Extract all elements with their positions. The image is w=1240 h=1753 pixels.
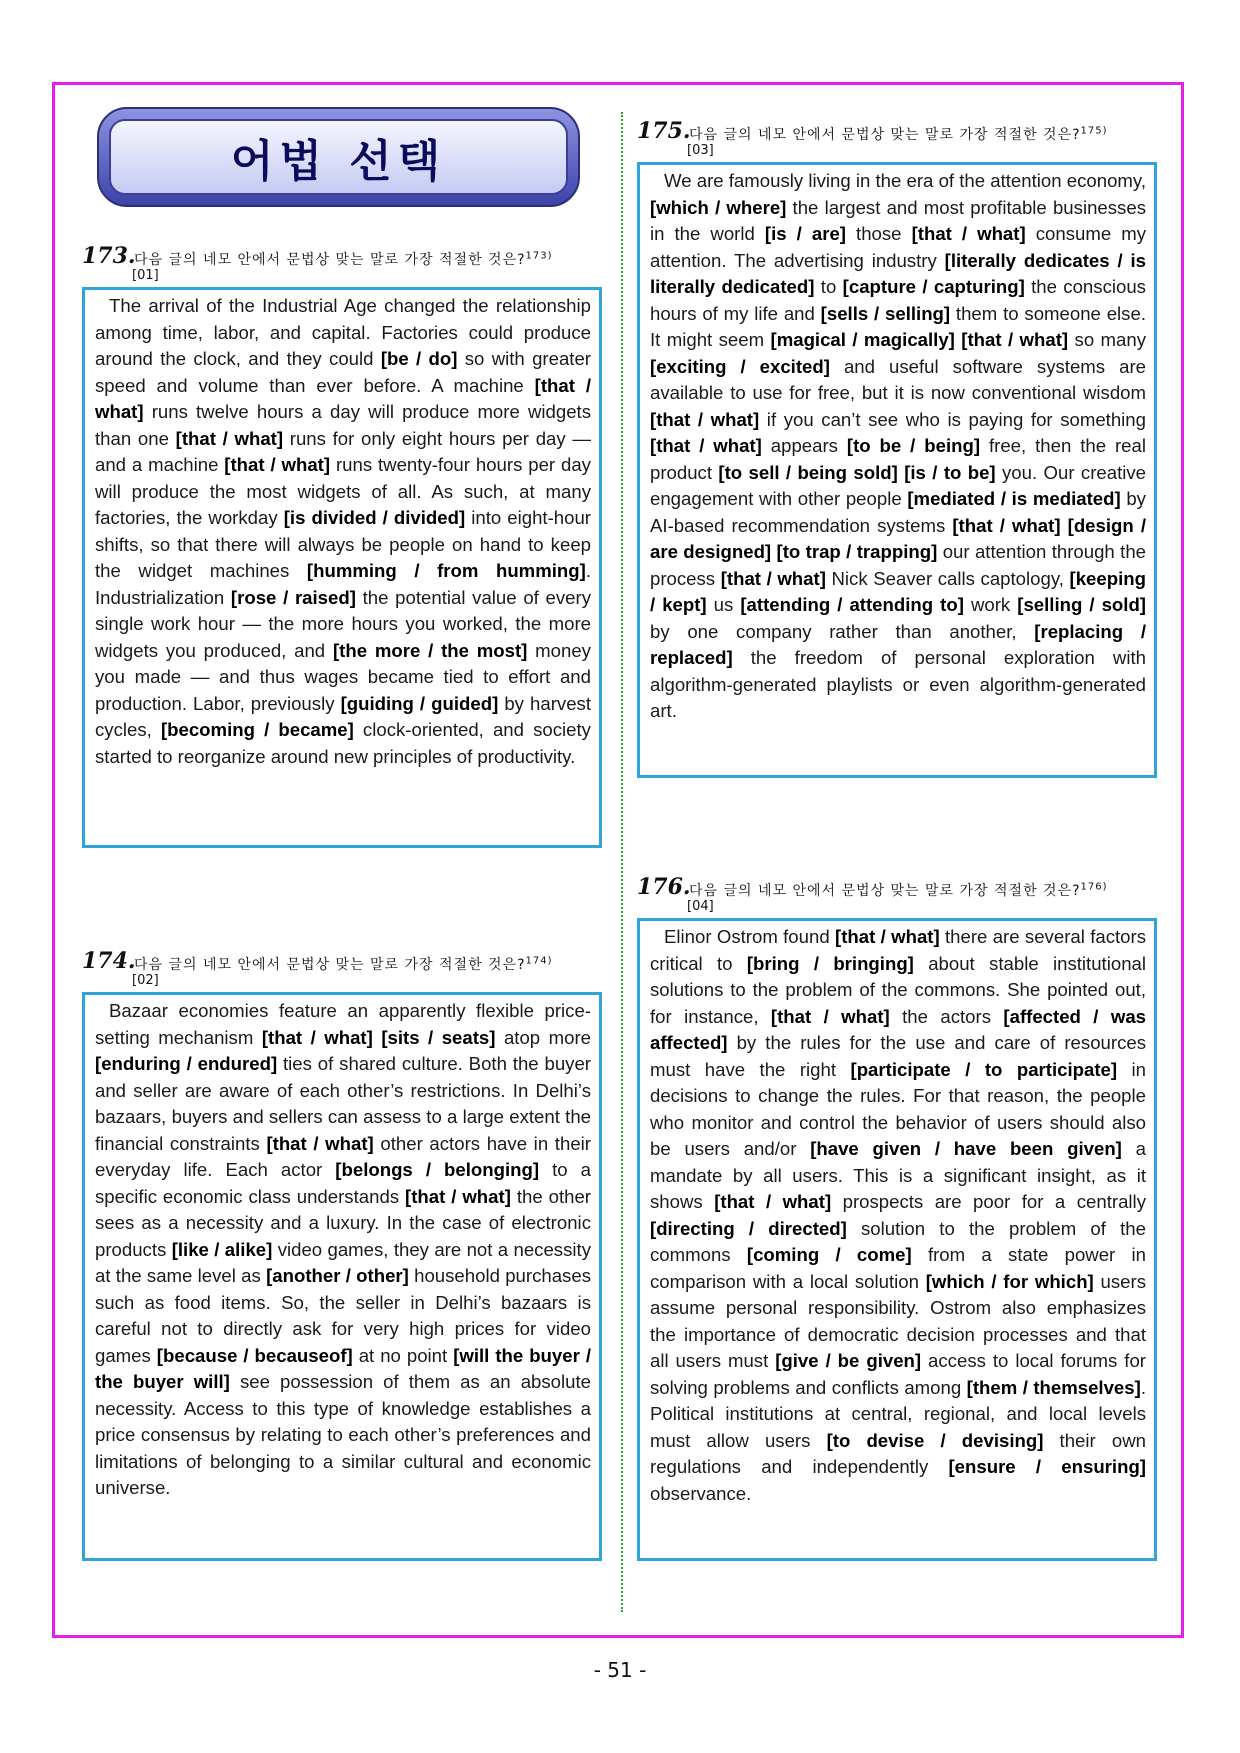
question-prompt (134, 954, 553, 974)
grammar-choice: [is / are] (764, 223, 846, 244)
grammar-choice: [that / what] (224, 454, 331, 475)
grammar-choice: [sits / seats] (381, 1026, 496, 1048)
passage-text: there are several factors critical to (650, 926, 1146, 974)
question-code: [02] (132, 973, 159, 988)
grammar-choice: [that / what] (952, 514, 1061, 536)
grammar-choice: [is / to be] (904, 461, 996, 483)
grammar-choice: [to be / being] (846, 435, 981, 456)
grammar-choice: [selling / sold] (1017, 594, 1146, 615)
question-prompt (134, 249, 553, 269)
passage-text: prospects are poor for a centrally (831, 1191, 1146, 1212)
passage-text: money you made — and thus wages became tied to effort and production. Labor, previously (95, 639, 591, 714)
passage-text: those (845, 223, 912, 244)
grammar-choice: [them / themselves] (966, 1376, 1141, 1398)
passage-text: runs twenty-four hours per day will produce the most widgets of all. As such, at many factories, the workday (95, 454, 591, 528)
passage-text: the largest and most profitable businesses in the world (650, 196, 1146, 244)
grammar-choice: [will the buyer / the buyer will] (95, 1344, 591, 1392)
question-code: [01] (132, 268, 159, 283)
grammar-choice: [that / what] (95, 374, 592, 422)
passage-text: to a specific economic class understands (95, 1159, 591, 1207)
passage-text: the freedom of personal exploration with algorithm-generated playlists or even algorithm-generated art. (650, 647, 1146, 721)
grammar-choice: [that / what] (714, 1191, 832, 1212)
passage-text: them to someone else. It might seem (650, 302, 1146, 350)
grammar-choice: [guiding / guided] (340, 692, 499, 714)
grammar-choice: [capture / capturing] (842, 276, 1025, 297)
grammar-choice: [replacing / replaced] (650, 620, 1146, 668)
grammar-choice: [literally dedicates / is literally dedicated] (650, 249, 1147, 297)
passage-text: by one company rather than another, (650, 620, 1035, 642)
question-number: 176. (637, 874, 691, 900)
passage-text: in decisions to change the rules. For that reason, the people who monitor and control the behavior of users should also be users and/or (650, 1058, 1146, 1159)
grammar-choice: [which / for which] (925, 1270, 1094, 1292)
passage-box (637, 918, 1157, 1561)
question-prompt-text: 다음 글의 네모 안에서 문법상 맞는 말로 가장 적절한 것은? (689, 127, 1081, 143)
grammar-choice: [because / becauseof] (156, 1344, 353, 1366)
passage-text: at no point (352, 1344, 454, 1366)
grammar-choice: [exciting / excited] (650, 355, 830, 377)
grammar-choice: [that / what] (266, 1132, 374, 1154)
passage-text: a mandate by all users. This is a significant insight, as it shows (650, 1138, 1146, 1212)
passage-text: ties of shared culture. Both the buyer and seller are aware of each other’s restrictions. In Delhi’s bazaars, buyers and sellers can assess to a large extent the financial constraints (95, 1053, 591, 1154)
question-header (82, 243, 602, 287)
grammar-choice: [humming / from humming] (306, 560, 586, 581)
passage-text: by AI-based recommendation systems (650, 488, 1146, 536)
grammar-choice: [mediated / is mediated] (907, 488, 1121, 509)
question-number: 175. (637, 118, 691, 144)
passage-text: into eight-hour shifts, so that there will always be people on hand to keep the widget machines (95, 507, 591, 581)
grammar-choice: [that / what] (961, 329, 1069, 350)
passage-text: the potential value of every single work hour — the more hours you worked, the more widgets you produced, and (95, 586, 591, 661)
grammar-choice: [give / be given] (775, 1350, 922, 1371)
passage-text (1061, 515, 1068, 536)
grammar-choice: [that / what] (911, 223, 1026, 244)
passage-text: and useful software systems are available to use for free, but it is now conventional wisdom (650, 355, 1146, 403)
question-number: 174. (82, 948, 136, 974)
passage-text: household purchases such as food items. So, the seller in Delhi’s bazaars is careful not to directly ask for very high prices for video games (95, 1265, 591, 1366)
grammar-choice: [keeping / kept] (650, 567, 1146, 615)
question-number: 173. (82, 243, 136, 269)
passage-text: see possession of them as an absolute necessity. Access to this type of knowledge establishes a price consensus by relating to each other’s preferences and limitations of belonging to a similar cultural and economic universe. (95, 1371, 591, 1498)
grammar-choice: [affected / was affected] (650, 1005, 1147, 1053)
grammar-choice: [to sell / being sold] (718, 461, 898, 483)
passage-text: users assume personal responsibility. Ostrom also emphasizes the importance of democratic decision processes and that all users must (650, 1270, 1146, 1371)
question-header (82, 948, 602, 992)
passage-text: work (963, 594, 1018, 615)
passage-text: video games, they are not a necessity at the same level as (95, 1238, 591, 1286)
passage-text: appears (761, 435, 847, 456)
grammar-choice: [that / what] (835, 926, 940, 947)
grammar-choice: [is divided / divided] (283, 507, 466, 528)
grammar-choice: [like / alike] (171, 1238, 273, 1260)
passage-text: Elinor Ostrom found (664, 926, 836, 947)
grammar-choice: [that / what] (650, 408, 760, 430)
passage-text: The arrival of the Industrial Age changed the relationship among time, labor, and capital. Factories could produce around the clock, and they could (95, 295, 591, 369)
passage-text: . Political institutions at central, regional, and local levels must allow users (650, 1376, 1146, 1451)
passage-text: atop more (495, 1026, 592, 1048)
footnote-marker: 174) (525, 955, 553, 967)
passage-text: consume my attention. The advertising industry (650, 223, 1146, 271)
grammar-choice: [be / do] (380, 348, 458, 369)
question-code: [03] (687, 143, 714, 158)
passage-text: clock-oriented, and society started to reorganize around new principles of productivity. (95, 719, 591, 767)
footnote-marker: 175) (1080, 125, 1108, 137)
question-prompt-text: 다음 글의 네모 안에서 문법상 맞는 말로 가장 적절한 것은? (134, 252, 526, 268)
grammar-choice: [have given / have been given] (810, 1138, 1122, 1159)
grammar-choice: [belongs / belonging] (335, 1159, 540, 1180)
passage-text: the conscious hours of my life and (650, 276, 1146, 324)
grammar-choice: [to devise / devising] (826, 1429, 1044, 1451)
passage-text: . Industrialization (95, 560, 591, 608)
passage-text: by harvest cycles, (95, 692, 591, 740)
passage-text: our attention through the process (650, 541, 1146, 589)
grammar-choice: [magical / magically] (770, 329, 955, 350)
question-header (637, 118, 1157, 162)
passage-text: so many (1068, 329, 1147, 350)
grammar-choice: [that / what] (261, 1026, 373, 1048)
passage-text: their own regulations and independently (650, 1429, 1146, 1477)
passage-text: runs for only eight hours per day — and a machine (95, 427, 591, 475)
passage-text: runs twelve hours a day will produce more widgets than one (95, 401, 591, 449)
passage-text: you. Our creative engagement with other people (650, 461, 1147, 509)
passage-text: to (814, 276, 843, 297)
grammar-choice: [that / what] (175, 427, 284, 449)
page-number: - 51 - (593, 1658, 647, 1682)
question-prompt (689, 880, 1108, 900)
passage-box (82, 992, 602, 1561)
passage-text: the other sees as a necessity and a luxury. In the case of electronic products (95, 1185, 591, 1260)
grammar-choice: [design / are designed] (650, 514, 1146, 562)
passage-text: We are famously living in the era of the attention economy, (664, 170, 1146, 191)
footnote-marker: 173) (525, 250, 553, 262)
grammar-choice: [that / what] (405, 1185, 511, 1207)
question-prompt (689, 124, 1108, 144)
grammar-choice: [attending / attending to] (740, 594, 964, 615)
grammar-choice: [participate / to participate] (850, 1058, 1118, 1080)
passage-text: other actors have in their everyday life. Each actor (95, 1132, 591, 1180)
passage-text: so with greater speed and volume than ever before. A machine (95, 348, 591, 396)
grammar-choice: [enduring / endured] (95, 1053, 278, 1074)
question-header (637, 874, 1157, 918)
question-174 (82, 948, 602, 1561)
grammar-choice: [rose / raised] (230, 586, 356, 608)
question-176 (637, 874, 1157, 1561)
grammar-choice: [to trap / trapping] (776, 541, 938, 562)
grammar-choice: [sells / selling] (820, 302, 951, 324)
grammar-choice: [coming / come] (746, 1244, 912, 1265)
passage-text: solution to the problem of the commons (650, 1217, 1146, 1265)
grammar-choice: [becoming / became] (160, 719, 354, 740)
column-divider (621, 112, 623, 1612)
passage-text: if you can’t see who is paying for something (759, 408, 1146, 430)
grammar-choice: [that / what] (770, 1005, 890, 1027)
passage-text: free, then the real product (650, 435, 1146, 483)
question-code: [04] (687, 899, 714, 914)
passage-box (637, 162, 1157, 778)
passage-box (82, 287, 602, 848)
question-175 (637, 118, 1157, 778)
passage-text: observance. (650, 1482, 752, 1504)
passage-text: Bazaar economies feature an apparently flexible price-setting mechanism (95, 1000, 591, 1048)
passage-text: access to local forums for solving problems and conflicts among (650, 1350, 1146, 1398)
grammar-choice: [which / where] (650, 196, 787, 218)
passage-text: Nick Seaver calls captology, (825, 567, 1070, 589)
question-prompt-text: 다음 글의 네모 안에서 문법상 맞는 말로 가장 적절한 것은? (689, 883, 1081, 899)
grammar-choice: [ensure / ensuring] (948, 1456, 1146, 1477)
question-173 (82, 243, 602, 848)
section-title-plate (109, 119, 568, 195)
passage-text: about stable institutional solutions to the problem of the commons. She pointed out, for instance, (650, 952, 1147, 1027)
grammar-choice: [another / other] (266, 1265, 409, 1286)
passage-text: by the rules for the use and care of resources must have the right (650, 1032, 1146, 1080)
section-title: 어법 선택 (230, 136, 447, 187)
section-title-banner (97, 107, 580, 207)
grammar-choice: [bring / bringing] (746, 952, 914, 974)
grammar-choice: [that / what] (720, 567, 826, 589)
passage-text: from a state power in comparison with a local solution (650, 1244, 1146, 1292)
question-prompt-text: 다음 글의 네모 안에서 문법상 맞는 말로 가장 적절한 것은? (134, 957, 526, 973)
footnote-marker: 176) (1080, 881, 1108, 893)
grammar-choice: [the more / the most] (332, 639, 528, 661)
grammar-choice: [that / what] (650, 435, 762, 456)
grammar-choice: [directing / directed] (650, 1217, 847, 1239)
passage-text: the actors (889, 1005, 1004, 1027)
passage-text: us (706, 594, 741, 615)
